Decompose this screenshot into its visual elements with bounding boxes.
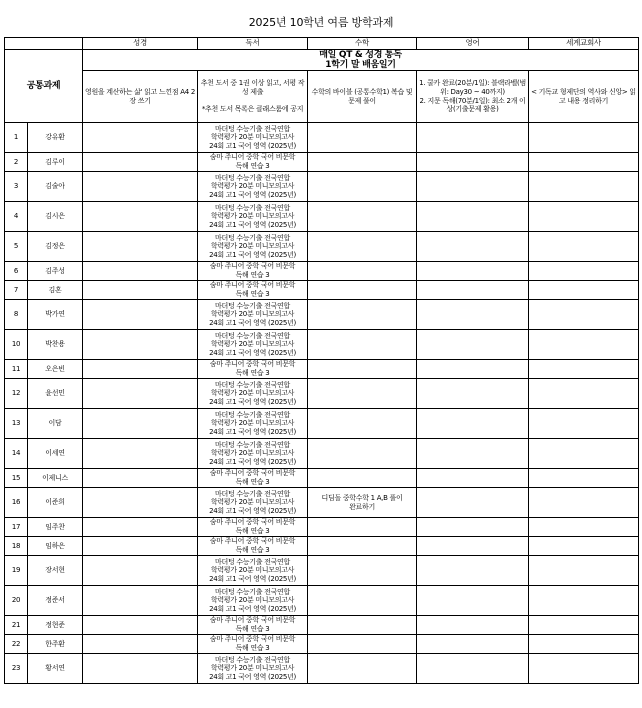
student-math-cell — [308, 379, 417, 409]
student-name: 장서현 — [28, 556, 83, 586]
student-row — [5, 556, 639, 586]
student-bible-cell — [83, 654, 198, 684]
student-number: 23 — [5, 654, 28, 684]
student-row — [5, 439, 639, 469]
student-number: 22 — [5, 635, 28, 654]
student-reading-cell: 마더텅 수능기출 전국연합 학력평가 20분 미니모의고사 24회 고1 국어 영역 (2025년) — [198, 654, 308, 684]
student-church-history-cell — [529, 360, 639, 379]
student-math-cell — [308, 537, 417, 556]
student-church-history-cell — [529, 409, 639, 439]
common-task-row — [5, 71, 639, 123]
student-row — [5, 202, 639, 232]
student-bible-cell — [83, 281, 198, 300]
student-church-history-cell — [529, 123, 639, 153]
student-bible-cell — [83, 556, 198, 586]
student-row — [5, 488, 639, 518]
student-math-cell — [308, 409, 417, 439]
student-number: 6 — [5, 262, 28, 281]
student-church-history-cell — [529, 654, 639, 684]
student-name: 정준서 — [28, 586, 83, 616]
student-english-cell — [417, 439, 529, 469]
student-number: 10 — [5, 330, 28, 360]
student-reading-cell: 숨마 주니어 중학 국어 비문학 독해 연습 3 — [198, 153, 308, 172]
student-reading-cell: 마더텅 수능기출 전국연합 학력평가 20분 미니모의고사 24회 고1 국어 영역 (2025년) — [198, 232, 308, 262]
student-math-cell — [308, 153, 417, 172]
student-name: 임주찬 — [28, 518, 83, 537]
student-number: 1 — [5, 123, 28, 153]
student-bible-cell — [83, 379, 198, 409]
student-name: 정현준 — [28, 616, 83, 635]
student-bible-cell — [83, 153, 198, 172]
student-english-cell — [417, 488, 529, 518]
student-bible-cell — [83, 469, 198, 488]
student-bible-cell — [83, 330, 198, 360]
student-bible-cell — [83, 518, 198, 537]
student-math-cell — [308, 123, 417, 153]
student-reading-cell: 숨마 주니어 중학 국어 비문학 독해 연습 3 — [198, 616, 308, 635]
subject-english: 영어 — [417, 38, 529, 50]
student-name: 김루이 — [28, 153, 83, 172]
student-bible-cell — [83, 409, 198, 439]
student-number: 5 — [5, 232, 28, 262]
student-reading-cell: 마더텅 수능기출 전국연합 학력평가 20분 미니모의고사 24회 고1 국어 영역 (2025년) — [198, 172, 308, 202]
student-math-cell — [308, 172, 417, 202]
subject-bible: 성경 — [83, 38, 198, 50]
student-name: 황서연 — [28, 654, 83, 684]
student-number: 12 — [5, 379, 28, 409]
student-english-cell — [417, 635, 529, 654]
page-title: 2025년 10학년 여름 방학과제 — [248, 16, 394, 29]
student-bible-cell — [83, 360, 198, 379]
student-number: 14 — [5, 439, 28, 469]
student-english-cell — [417, 556, 529, 586]
student-math-cell — [308, 469, 417, 488]
student-math-cell — [308, 518, 417, 537]
student-church-history-cell — [529, 330, 639, 360]
student-reading-cell: 마더텅 수능기출 전국연합 학력평가 20분 미니모의고사 24회 고1 국어 영역 (2025년) — [198, 488, 308, 518]
student-bible-cell — [83, 488, 198, 518]
student-reading-cell: 숨마 주니어 중학 국어 비문학 독해 연습 3 — [198, 537, 308, 556]
student-math-cell — [308, 232, 417, 262]
student-row — [5, 409, 639, 439]
student-row — [5, 360, 639, 379]
student-reading-cell: 숨마 주니어 중학 국어 비문학 독해 연습 3 — [198, 469, 308, 488]
student-math-cell — [308, 586, 417, 616]
student-bible-cell — [83, 616, 198, 635]
student-english-cell — [417, 409, 529, 439]
student-number: 19 — [5, 556, 28, 586]
student-math-cell — [308, 262, 417, 281]
student-bible-cell — [83, 172, 198, 202]
task-math: 수학의 바이블 (공통수학1) 복습 및 문제 풀이 — [308, 71, 417, 123]
task-bible: 영원을 계산하는 삶' 읽고 느낀점 A4 2장 쓰기 — [83, 71, 198, 123]
student-bible-cell — [83, 123, 198, 153]
student-english-cell — [417, 300, 529, 330]
student-church-history-cell — [529, 202, 639, 232]
student-row — [5, 537, 639, 556]
student-reading-cell: 숨마 주니어 중학 국어 비문학 독해 연습 3 — [198, 635, 308, 654]
student-number: 21 — [5, 616, 28, 635]
student-row — [5, 330, 639, 360]
student-number: 8 — [5, 300, 28, 330]
student-reading-cell: 숨마 주니어 중학 국어 비문학 독해 연습 3 — [198, 360, 308, 379]
task-english: 1. 쿨카 완료(20분/1일): 블랙라벨(범위: Day30 ~ 40까지) 2. 지문 독해(70분/1일): 최소 2개 이상(기출문제 활용) — [417, 71, 529, 123]
student-church-history-cell — [529, 556, 639, 586]
banner-row — [5, 50, 639, 71]
student-name: 윤선민 — [28, 379, 83, 409]
student-reading-cell: 마더텅 수능기출 전국연합 학력평가 20분 미니모의고사 24회 고1 국어 영역 (2025년) — [198, 300, 308, 330]
student-bible-cell — [83, 537, 198, 556]
student-church-history-cell — [529, 232, 639, 262]
student-church-history-cell — [529, 379, 639, 409]
student-bible-cell — [83, 202, 198, 232]
student-english-cell — [417, 262, 529, 281]
student-number: 7 — [5, 281, 28, 300]
student-math-cell — [308, 635, 417, 654]
student-math-cell — [308, 616, 417, 635]
student-name: 김술아 — [28, 172, 83, 202]
student-reading-cell: 마더텅 수능기출 전국연합 학력평가 20분 미니모의고사 24회 고1 국어 영역 (2025년) — [198, 409, 308, 439]
student-church-history-cell — [529, 518, 639, 537]
student-english-cell — [417, 616, 529, 635]
student-row — [5, 635, 639, 654]
student-bible-cell — [83, 232, 198, 262]
student-name: 김혼 — [28, 281, 83, 300]
student-row — [5, 281, 639, 300]
student-name: 임하은 — [28, 537, 83, 556]
student-number: 18 — [5, 537, 28, 556]
student-math-cell — [308, 439, 417, 469]
student-name: 김정은 — [28, 232, 83, 262]
student-math-cell: 디딤돌 중학수학 1 A,B 풀이 완료하기 — [308, 488, 417, 518]
student-reading-cell: 마더텅 수능기출 전국연합 학력평가 20분 미니모의고사 24회 고1 국어 영역 (2025년) — [198, 556, 308, 586]
student-number: 4 — [5, 202, 28, 232]
student-reading-cell: 마더텅 수능기출 전국연합 학력평가 20분 미니모의고사 24회 고1 국어 영역 (2025년) — [198, 586, 308, 616]
student-reading-cell: 마더텅 수능기출 전국연합 학력평가 20분 미니모의고사 24회 고1 국어 영역 (2025년) — [198, 330, 308, 360]
student-reading-cell: 숨마 주니어 중학 국어 비문학 독해 연습 3 — [198, 262, 308, 281]
subject-math: 수학 — [308, 38, 417, 50]
student-row — [5, 172, 639, 202]
student-english-cell — [417, 586, 529, 616]
student-church-history-cell — [529, 616, 639, 635]
student-number: 2 — [5, 153, 28, 172]
assignment-table — [4, 37, 639, 684]
header-blank-cell — [5, 38, 83, 50]
student-reading-cell: 마더텅 수능기출 전국연합 학력평가 20분 미니모의고사 24회 고1 국어 영역 (2025년) — [198, 202, 308, 232]
task-church-history: < 기독교 형제단의 역사와 신앙> 읽고 내용 정리하기 — [529, 71, 639, 123]
student-english-cell — [417, 330, 529, 360]
student-english-cell — [417, 202, 529, 232]
student-math-cell — [308, 330, 417, 360]
student-church-history-cell — [529, 281, 639, 300]
student-math-cell — [308, 654, 417, 684]
student-number: 17 — [5, 518, 28, 537]
student-math-cell — [308, 281, 417, 300]
student-bible-cell — [83, 262, 198, 281]
student-name: 이담 — [28, 409, 83, 439]
student-reading-cell: 마더텅 수능기출 전국연합 학력평가 20분 미니모의고사 24회 고1 국어 영역 (2025년) — [198, 379, 308, 409]
student-church-history-cell — [529, 300, 639, 330]
student-math-cell — [308, 202, 417, 232]
banner-text: 매일 QT & 성경 통독 1학기 말 배움일기 — [83, 50, 639, 71]
student-name: 김시은 — [28, 202, 83, 232]
student-name: 한주환 — [28, 635, 83, 654]
student-number: 16 — [5, 488, 28, 518]
student-row — [5, 586, 639, 616]
student-english-cell — [417, 232, 529, 262]
student-name: 이세연 — [28, 439, 83, 469]
student-church-history-cell — [529, 469, 639, 488]
student-math-cell — [308, 360, 417, 379]
subject-header-row — [5, 38, 639, 50]
task-reading: 추천 도서 중 1권 이상 읽고, 서평 작성 제출 *추천 도서 목록은 클래스룸에 공지 — [198, 71, 308, 123]
student-english-cell — [417, 469, 529, 488]
student-english-cell — [417, 123, 529, 153]
student-name: 이준희 — [28, 488, 83, 518]
student-row — [5, 654, 639, 684]
student-number: 11 — [5, 360, 28, 379]
student-bible-cell — [83, 586, 198, 616]
student-name: 박찬용 — [28, 330, 83, 360]
student-row — [5, 300, 639, 330]
student-english-cell — [417, 379, 529, 409]
student-math-cell — [308, 556, 417, 586]
student-number: 3 — [5, 172, 28, 202]
student-english-cell — [417, 172, 529, 202]
subject-reading: 독서 — [198, 38, 308, 50]
student-row — [5, 232, 639, 262]
student-row — [5, 123, 639, 153]
student-name: 강유환 — [28, 123, 83, 153]
student-church-history-cell — [529, 537, 639, 556]
student-row — [5, 469, 639, 488]
student-name: 박가연 — [28, 300, 83, 330]
student-church-history-cell — [529, 172, 639, 202]
student-number: 15 — [5, 469, 28, 488]
student-english-cell — [417, 654, 529, 684]
student-row — [5, 616, 639, 635]
student-bible-cell — [83, 635, 198, 654]
student-number: 13 — [5, 409, 28, 439]
student-church-history-cell — [529, 153, 639, 172]
student-bible-cell — [83, 439, 198, 469]
student-english-cell — [417, 360, 529, 379]
student-church-history-cell — [529, 439, 639, 469]
student-church-history-cell — [529, 586, 639, 616]
subject-church-history: 세계교회사 — [529, 38, 639, 50]
student-reading-cell: 마더텅 수능기출 전국연합 학력평가 20분 미니모의고사 24회 고1 국어 영역 (2025년) — [198, 123, 308, 153]
student-english-cell — [417, 153, 529, 172]
student-math-cell — [308, 300, 417, 330]
student-english-cell — [417, 518, 529, 537]
student-name: 이제니스 — [28, 469, 83, 488]
student-row — [5, 262, 639, 281]
common-task-label: 공통과제 — [5, 50, 83, 123]
student-row — [5, 153, 639, 172]
student-row — [5, 379, 639, 409]
student-number: 20 — [5, 586, 28, 616]
student-reading-cell: 숨마 주니어 중학 국어 비문학 독해 연습 3 — [198, 518, 308, 537]
student-reading-cell: 마더텅 수능기출 전국연합 학력평가 20분 미니모의고사 24회 고1 국어 영역 (2025년) — [198, 439, 308, 469]
student-bible-cell — [83, 300, 198, 330]
student-row — [5, 518, 639, 537]
student-church-history-cell — [529, 488, 639, 518]
student-reading-cell: 숨마 주니어 중학 국어 비문학 독해 연습 3 — [198, 281, 308, 300]
student-english-cell — [417, 281, 529, 300]
student-church-history-cell — [529, 635, 639, 654]
student-english-cell — [417, 537, 529, 556]
student-name: 김주성 — [28, 262, 83, 281]
student-name: 오은빈 — [28, 360, 83, 379]
student-church-history-cell — [529, 262, 639, 281]
